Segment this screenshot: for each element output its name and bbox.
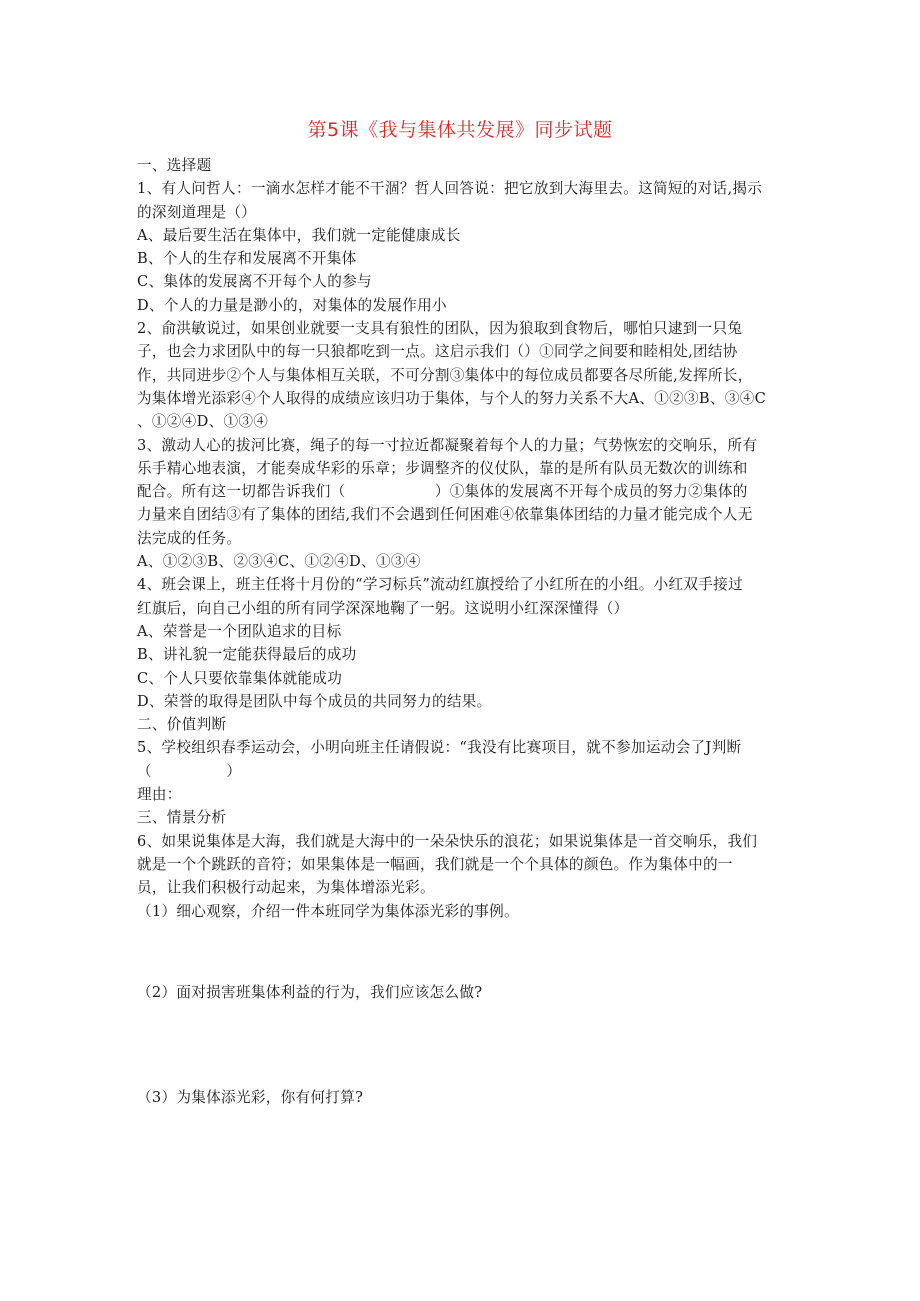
question-1-option-d: D、个人的力量是渺小的，对集体的发展作用小 [137, 296, 447, 314]
page-title: 第5课《我与集体共发展》同步试题 [307, 119, 613, 141]
question-6-part-2: （2）面对损害班集体利益的行为，我们应该怎么做? [137, 983, 483, 1001]
question-5-answer-blank: （ ） [137, 762, 242, 780]
question-3-line-2: 乐手精心地表演，才能奏成华彩的乐章；步调整齐的仪仗队，靠的是所有队员无数次的训练和 [137, 459, 748, 477]
question-4-option-d: D、荣誉的取得是团队中每个成员的共同努力的结果。 [137, 692, 492, 710]
question-2-line-5: 、①②④D、①③④ [137, 413, 269, 431]
question-2-line-1: 2、俞洪敏说过，如果创业就要一支具有狼性的团队，因为狼取到食物后，哪怕只逮到一只兔 [137, 320, 743, 338]
question-1-option-b: B、个人的生存和发展离不开集体 [137, 250, 357, 268]
question-3-options: A、①②③B、②③④C、①②④D、①③④ [137, 553, 421, 571]
question-4-option-a: A、荣誉是一个团队追求的目标 [137, 622, 342, 640]
question-3-line-1: 3、激动人心的拔河比赛，绳子的每一寸拉近都凝聚着每个人的力量；气势恢宏的交响乐，所有 [137, 436, 758, 454]
question-5-line-1: 5、学校组织春季运动会，小明向班主任请假说：“我没有比赛项目，就不参加运动会了J判断 [137, 739, 742, 757]
answer-space-1 [137, 923, 797, 981]
question-5-reason-label: 理由： [137, 786, 182, 804]
question-6-line-2: 就是一个个跳跃的音符；如果集体是一幅画，我们就是一个个具体的颜色。作为集体中的一 [137, 855, 733, 873]
question-3-line-5: 法完成的任务。 [137, 529, 242, 547]
question-6-line-1: 6、如果说集体是大海，我们就是大海中的一朵朵快乐的浪花；如果说集体是一首交响乐，我们 [137, 832, 758, 850]
question-2-line-3: 作，共同进步②个人与集体相互关联，不可分割③集体中的每位成员都要各尽所能,发挥所长， [137, 366, 753, 384]
question-1-option-c: C、集体的发展离不开每个人的参与 [137, 273, 372, 291]
question-3-line-3: 配合。所有这一切都告诉我们（ ）①集体的发展离不开每个成员的努力②集体的 [137, 483, 748, 501]
section-heading-scenario: 三、情景分析 [137, 809, 227, 827]
answer-space-2 [137, 1004, 797, 1086]
question-1-line-1: 1、有人问哲人：一滴水怎样才能不干涸？哲人回答说：把它放到大海里去。这简短的对话,揭示 [137, 180, 763, 198]
document-body [137, 154, 797, 1109]
question-4-option-c: C、个人只要依靠集体就能成功 [137, 669, 343, 687]
question-1-line-2: 的深刻道理是（） [137, 203, 257, 221]
question-2-line-2: 子，也会力求团队中的每一只狼都吃到一点。这启示我们（）①同学之间要和睦相处,团结协 [137, 343, 738, 361]
question-6-part-1: （1）细心观察，介绍一件本班同学为集体添光彩的事例。 [137, 902, 519, 920]
question-4-line-2: 红旗后，向自己小组的所有同学深深地鞠了一躬。这说明小红深深懂得（） [137, 599, 629, 617]
question-6-line-3: 员，让我们积极行动起来，为集体增添光彩。 [137, 879, 435, 897]
question-4-line-1: 4、班会课上，班主任将十月份的“学习标兵”流动红旗授给了小红所在的小组。小红双手接过 [137, 576, 743, 594]
question-1-option-a: A、最后要生活在集体中，我们就一定能健康成长 [137, 226, 461, 244]
question-6-part-3: （3）为集体添光彩，你有何打算? [137, 1089, 364, 1107]
question-4-option-b: B、讲礼貌一定能获得最后的成功 [137, 646, 357, 664]
question-2-line-4: 为集体增光添彩④个人取得的成绩应该归功于集体，与个人的努力关系不大A、①②③B、③④C [137, 389, 767, 407]
question-3-line-4: 力量来自团结③有了集体的团结,我们不会遇到任何困难④依靠集体团结的力量才能完成个人无 [137, 506, 753, 524]
section-heading-judgment: 二、价值判断 [137, 716, 227, 734]
section-heading-choice: 一、选择题 [137, 157, 212, 174]
